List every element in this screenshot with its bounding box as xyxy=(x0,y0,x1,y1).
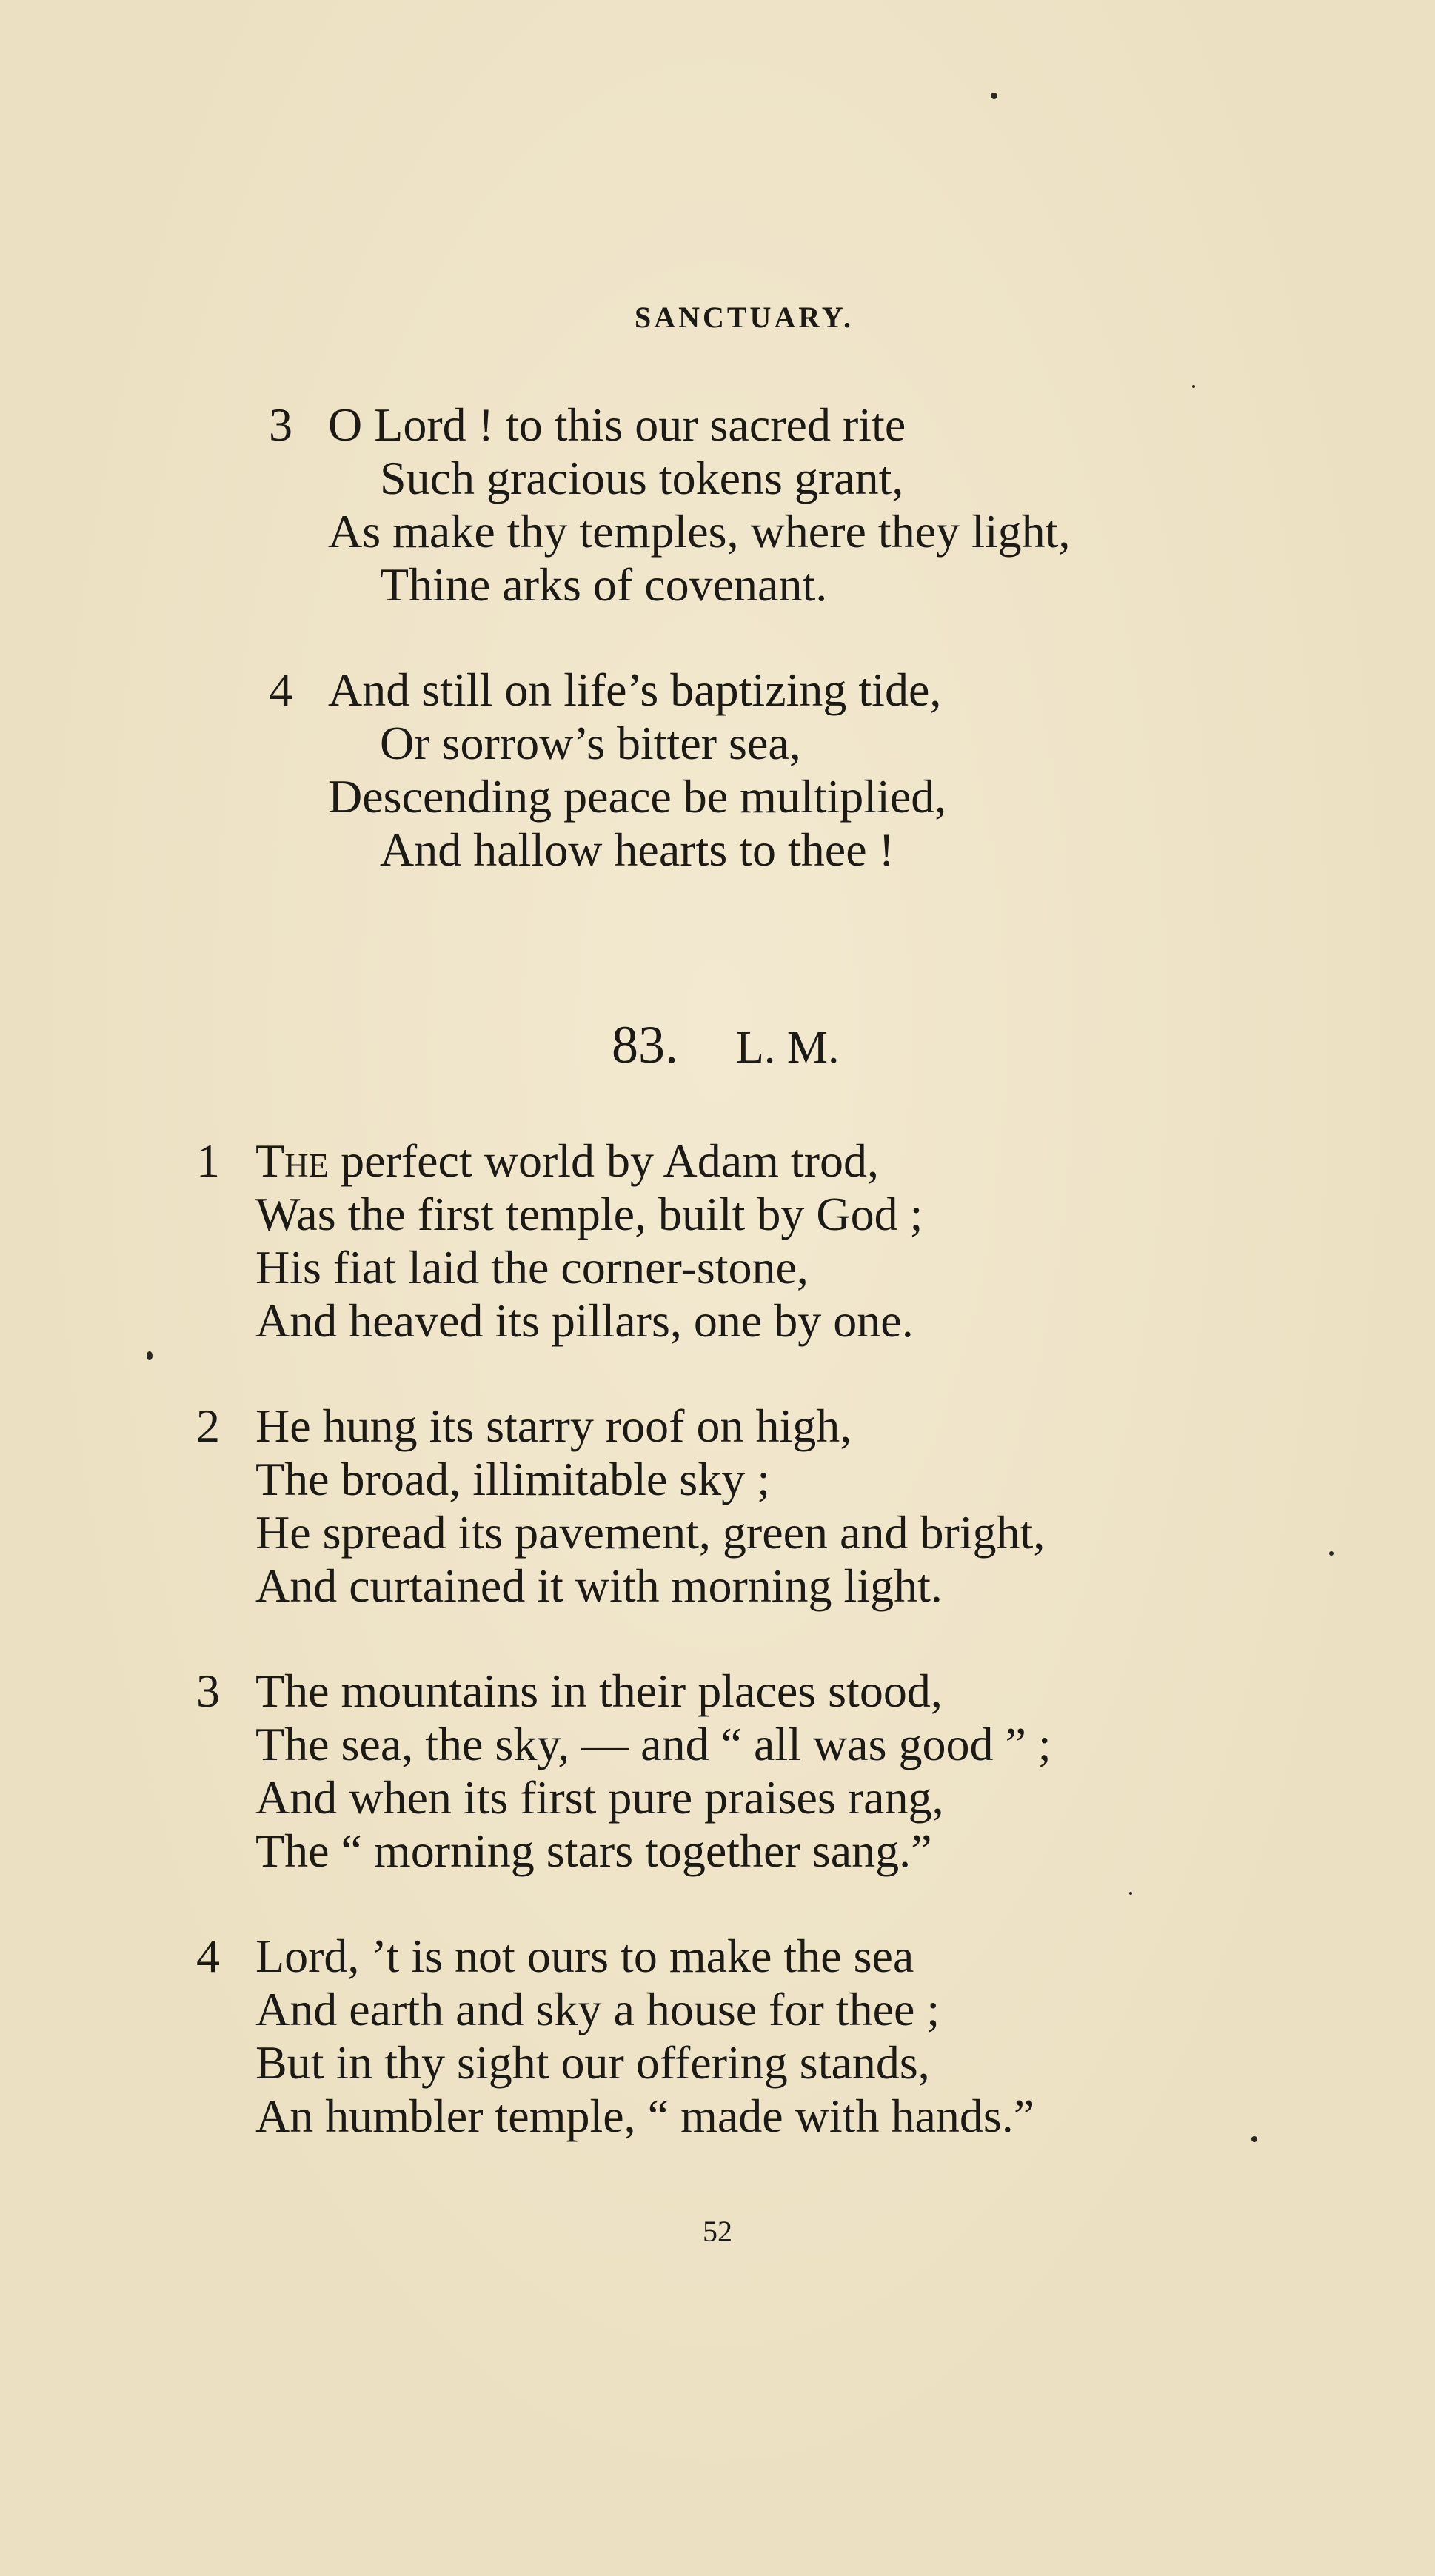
stanza-number: 3 xyxy=(196,1665,220,1717)
verse-line: Thine arks of covenant. xyxy=(380,558,828,611)
hymn-meter: L. M. xyxy=(736,1023,840,1073)
verse-line: His fiat laid the corner-stone, xyxy=(255,1241,809,1294)
stanza-number: 2 xyxy=(196,1399,220,1452)
verse-line: An humbler temple, “ made with hands.” xyxy=(255,2090,1035,2142)
verse-line: Lord, ’t is not ours to make the sea xyxy=(255,1930,914,1982)
hymn-stanza-1 xyxy=(196,1134,923,1348)
verse-line: Descending peace be multiplied, xyxy=(328,770,947,823)
verse-line: The sea, the sky, — and “ all was good ” ; xyxy=(255,1718,1051,1770)
stanza-number: 4 xyxy=(196,1930,220,1982)
verse-line: And curtained it with morning light. xyxy=(255,1559,943,1612)
verse-line-first xyxy=(255,1134,923,1188)
page-number: 52 xyxy=(703,2215,732,2248)
running-head: SANCTUARY. xyxy=(634,301,854,334)
verse-line: Was the first temple, built by God ; xyxy=(255,1188,923,1240)
stanza-number: 4 xyxy=(269,663,292,716)
hymn-stanza-2 xyxy=(196,1399,1045,1613)
verse-line: And when its first pure praises rang, xyxy=(255,1771,944,1824)
hymn-stanza-3 xyxy=(196,1665,1051,1878)
hymn-number: 83. xyxy=(612,1015,678,1074)
stanza-number: 1 xyxy=(196,1134,220,1187)
verse-line: He spread its pavement, green and bright, xyxy=(255,1506,1046,1559)
verse-line: But in thy sight our offering stands, xyxy=(255,2036,930,2089)
stanza-number: 3 xyxy=(269,398,292,451)
verse-line: Such gracious tokens grant, xyxy=(380,452,904,504)
verse-line: As make thy temples, where they light, xyxy=(328,505,1071,558)
scan-speck xyxy=(1251,2136,1257,2142)
verse-line: He hung its starry roof on high, xyxy=(255,1399,852,1452)
prev-hymn-stanza-4 xyxy=(269,663,946,877)
hymn-stanza-4 xyxy=(196,1930,1034,2143)
verse-line: The mountains in their places stood, xyxy=(255,1665,943,1717)
hymn-heading xyxy=(612,1014,840,1076)
prev-hymn-stanza-3 xyxy=(269,398,1070,612)
verse-line: The “ morning stars together sang.” xyxy=(255,1824,932,1877)
verse-line: O Lord ! to this our sacred rite xyxy=(328,398,906,451)
verse-line: The broad, illimitable sky ; xyxy=(255,1453,770,1505)
scan-speck xyxy=(991,93,997,99)
first-word: The xyxy=(255,1134,330,1187)
verse-line: Or sorrow’s bitter sea, xyxy=(380,717,801,769)
verse-line: And earth and sky a house for thee ; xyxy=(255,1983,940,2035)
verse-line: And heaved its pillars, one by one. xyxy=(255,1294,914,1347)
scan-speck xyxy=(1329,1551,1334,1556)
scan-speck xyxy=(1192,385,1195,388)
verse-line: And still on life’s baptizing tide, xyxy=(328,663,942,716)
verse-line-rest: perfect world by Adam trod, xyxy=(341,1134,879,1187)
scan-speck xyxy=(147,1351,153,1360)
verse-line: And hallow hearts to thee ! xyxy=(380,823,894,876)
scan-speck xyxy=(1129,1892,1132,1895)
